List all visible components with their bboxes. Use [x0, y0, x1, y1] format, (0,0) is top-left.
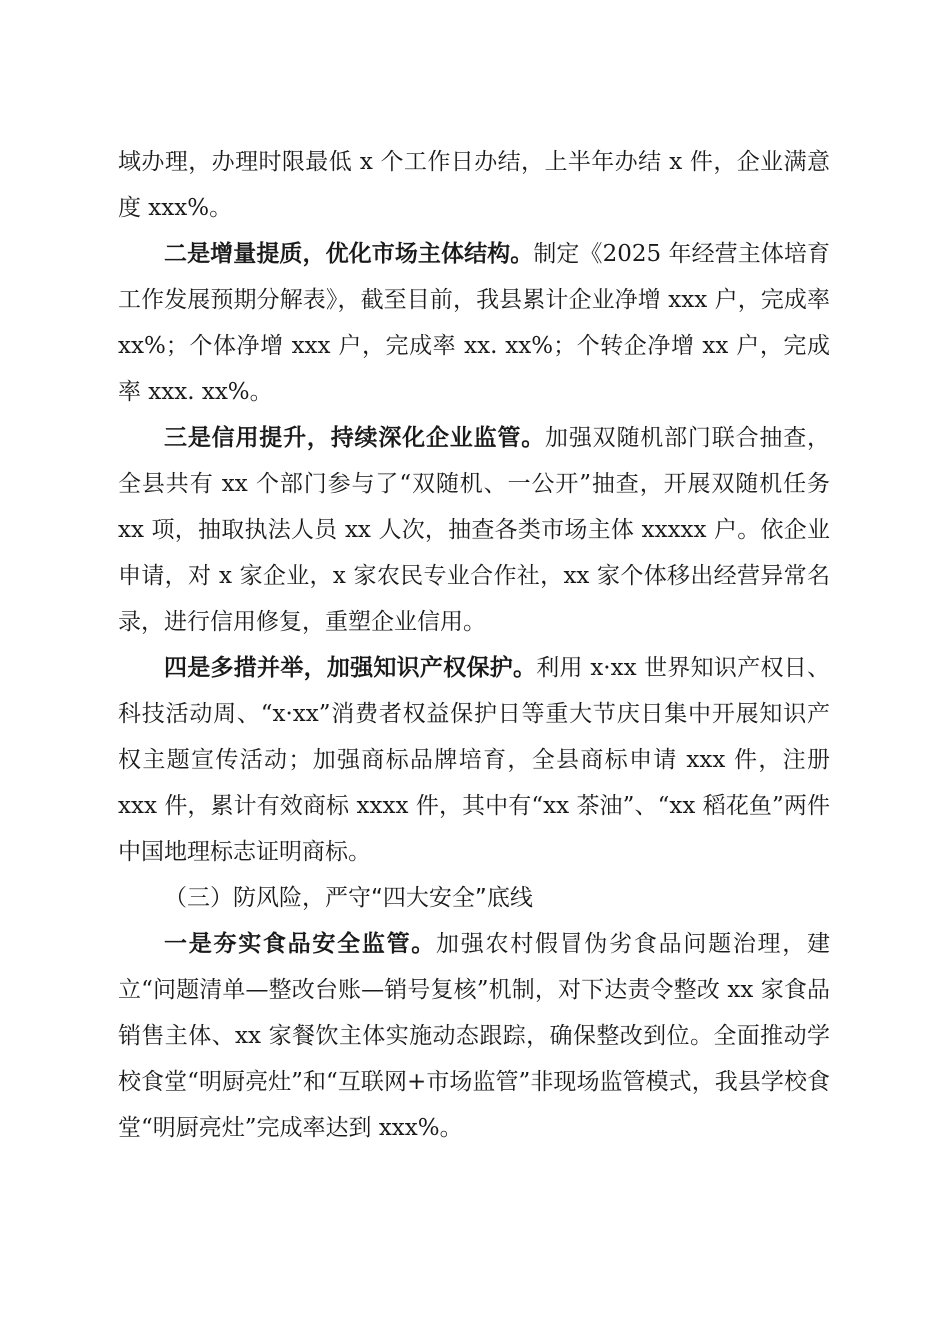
- paragraph-lead: 一是夯实食品安全监管。: [164, 930, 437, 957]
- document-body: [118, 139, 830, 1151]
- paragraph-lead: 二是增量提质，优化市场主体结构。: [164, 240, 534, 267]
- paragraph-text: 制定《2025 年经营主体培育工作发展预期分解表》，截至目前，我县累计企业净增 xxx 户，完成率 xx%；个体净增 xxx 户，完成率 xx. xx%；个转企净增 xx 户，完成率 xxx. xx%。: [118, 241, 830, 405]
- paragraph-continuation: [118, 139, 830, 231]
- paragraph-text: 域办理，办理时限最低 x 个工作日办结，上半年办结 x 件，企业满意度 xxx%。: [118, 149, 830, 221]
- paragraph-text: 加强双随机部门联合抽查，全县共有 xx 个部门参与了“双随机、一公开”抽查，开展双随机任务 xx 项，抽取执法人员 xx 人次，抽查各类市场主体 xxxxx 户。依企业申请，对 x 家企业，x 家农民专业合作社，xx 家个体移出经营异常名录，进行信用修复，重塑企业信用。: [118, 425, 831, 635]
- section-heading: （三）防风险，严守“四大安全”底线: [164, 885, 533, 911]
- paragraph-text: 利用 x·xx 世界知识产权日、科技活动周、“x·xx”消费者权益保护日等重大节庆日集中开展知识产权主题宣传活动；加强商标品牌培育，全县商标申请 xxx 件，注册 xxx 件，累计有效商标 xxxx 件，其中有“xx 茶油”、“xx 稻花鱼”两件中国地理标志证明商标。: [118, 655, 830, 865]
- paragraph-lead: 三是信用提升，持续深化企业监管。: [164, 424, 546, 451]
- paragraph-credit-supervision: [118, 415, 830, 645]
- paragraph-lead: 四是多措并举，加强知识产权保护。: [164, 654, 537, 681]
- paragraph-market-structure: [118, 231, 830, 415]
- paragraph-food-safety: [118, 921, 830, 1151]
- paragraph-ip-protection: [118, 645, 830, 875]
- paragraph-text: 加强农村假冒伪劣食品问题治理，建立“问题清单—整改台账—销号复核”机制，对下达责令整改 xx 家食品销售主体、xx 家餐饮主体实施动态跟踪，确保整改到位。全面推动学校食堂“明厨亮灶”和“互联网+市场监管”非现场监管模式，我县学校食堂“明厨亮灶”完成率达到 xxx%。: [118, 931, 831, 1141]
